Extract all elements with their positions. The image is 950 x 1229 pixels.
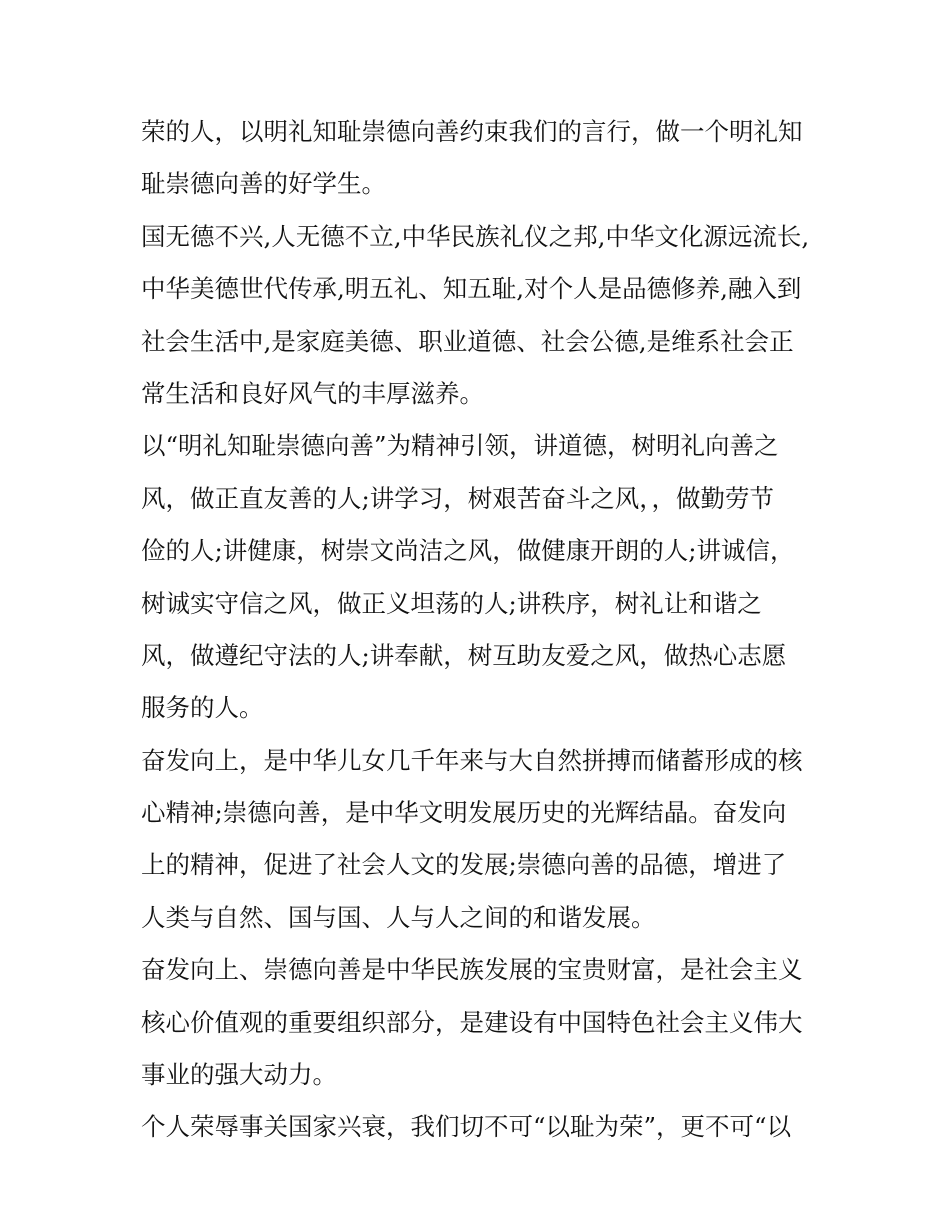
- text-line: 奋发向上、崇德向善是中华民族发展的宝贵财富，是社会主义: [141, 955, 803, 985]
- text-line: 俭的人;讲健康，树崇文尚洁之风，做健康开朗的人;讲诚信，: [141, 536, 795, 566]
- text-line: 个人荣辱事关国家兴衰，我们切不可“以耻为荣”，更不可“以: [141, 1112, 792, 1142]
- text-line: 风，做遵纪守法的人;讲奉献，树互助友爱之风，做热心志愿: [141, 640, 787, 670]
- text-line: 以“明礼知耻崇德向善”为精神引领，讲道德，树明礼向善之: [141, 431, 779, 461]
- text-line: 风，做正直友善的人;讲学习，树艰苦奋斗之风，，做勤劳节: [141, 483, 775, 513]
- text-line: 事业的强大动力。: [141, 1060, 337, 1090]
- text-line: 上的精神，促进了社会人文的发展;崇德向善的品德，增进了: [141, 850, 787, 880]
- text-line: 社会生活中,是家庭美德、职业道德、社会公德,是维系社会正: [141, 326, 794, 356]
- text-line: 耻崇德向善的好学生。: [141, 169, 386, 199]
- text-line: 人类与自然、国与国、人与人之间的和谐发展。: [141, 902, 656, 932]
- text-line: 核心价值观的重要组织部分，是建设有中国特色社会主义伟大: [141, 1007, 803, 1037]
- text-line: 树诚实守信之风，做正义坦荡的人;讲秩序，树礼让和谐之: [141, 588, 762, 618]
- document-body: [141, 106, 821, 1154]
- text-line: 服务的人。: [141, 693, 264, 723]
- text-line: 常生活和良好风气的丰厚滋养。: [141, 378, 484, 408]
- text-line: 国无德不兴,人无德不立,中华民族礼仪之邦,中华文化源远流长,: [141, 221, 810, 251]
- text-line: 荣的人，以明礼知耻崇德向善约束我们的言行，做一个明礼知: [141, 117, 803, 146]
- text-line: 奋发向上，是中华儿女几千年来与大自然拼搏而储蓄形成的核: [141, 745, 803, 775]
- text-line: 心精神;崇德向善，是中华文明发展历史的光辉结晶。奋发向: [141, 798, 787, 828]
- text-line: 中华美德世代传承,明五礼、知五耻,对个人是品德修养,融入到: [141, 274, 802, 304]
